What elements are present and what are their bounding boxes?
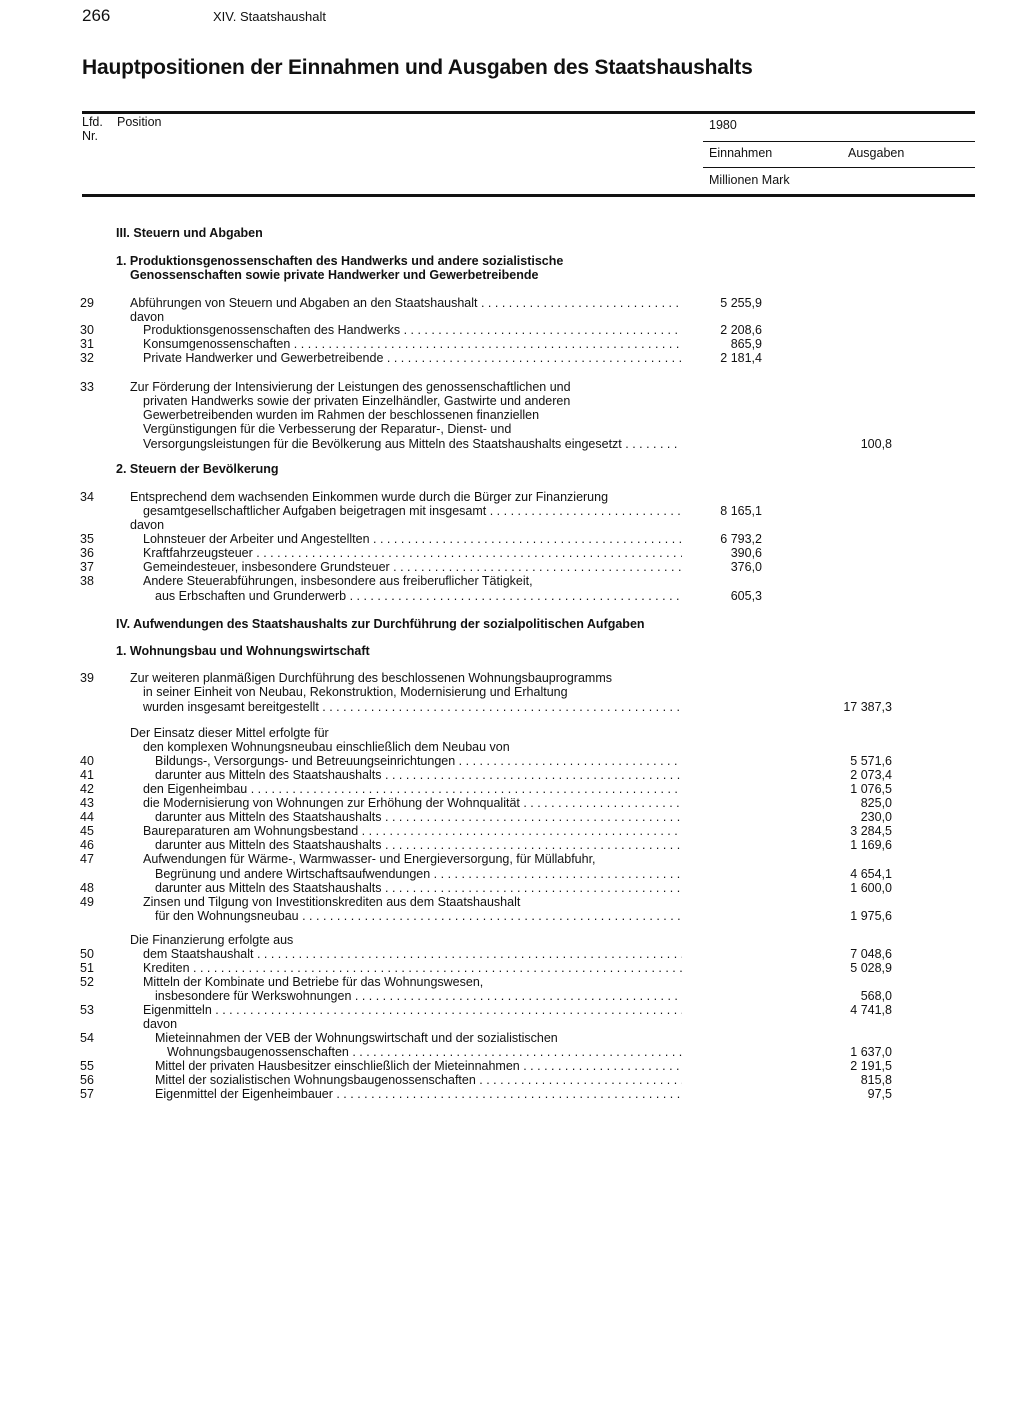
row-number: 42 <box>80 782 94 796</box>
row-ausgaben-value: 5 571,6 <box>850 754 892 768</box>
row-number: 57 <box>80 1087 94 1101</box>
subsection-heading-1-cont: Genossenschaften sowie private Handwerker und Gewerbetreibende <box>130 268 539 282</box>
section-heading-iv: IV. Aufwendungen des Staatshaushalts zur Durchführung der sozialpolitischen Aufgaben <box>116 617 645 631</box>
table-row <box>0 1073 1024 1087</box>
row-position-text: darunter aus Mitteln des Staatshaushalts . . . <box>155 838 682 852</box>
row-einnahmen-value: 865,9 <box>730 337 762 351</box>
row-position-text: Mieteinnahmen der VEB der Wohnungswirtschaft und der sozialistischen <box>155 1031 558 1045</box>
row-position-text: Kraftfahrzeugsteuer . . . <box>143 546 682 560</box>
row-ausgaben-value: 815,8 <box>860 1073 892 1087</box>
table-row <box>0 989 1024 1003</box>
table-row <box>0 1059 1024 1073</box>
section-heading-iii: III. Steuern und Abgaben <box>116 226 263 240</box>
table-row <box>0 881 1024 895</box>
table-row <box>0 337 1024 351</box>
row-number: 47 <box>80 852 94 866</box>
table-row <box>0 574 1024 588</box>
subsection-heading-iv-1: 1. Wohnungsbau und Wohnungswirtschaft <box>116 644 370 658</box>
row-position-text: Eigenmitteln . . . <box>143 1003 682 1017</box>
table-row <box>0 933 1024 947</box>
row-position-text: davon <box>143 1017 178 1031</box>
table-row <box>0 740 1024 754</box>
row-einnahmen-value: 8 165,1 <box>720 504 762 518</box>
table-row <box>0 589 1024 603</box>
row-ausgaben-value: 97,5 <box>867 1087 892 1101</box>
table-row <box>0 726 1024 740</box>
row-position-text: den komplexen Wohnungsneubau einschließlich dem Neubau von <box>143 740 510 754</box>
table-row <box>0 560 1024 574</box>
table-row <box>0 685 1024 699</box>
row-number: 32 <box>80 351 94 365</box>
table-row <box>0 947 1024 961</box>
table-row <box>0 768 1024 782</box>
table-row <box>0 1031 1024 1045</box>
running-head: XIV. Staatshaushalt <box>213 9 326 24</box>
row-einnahmen-value: 605,3 <box>730 589 762 603</box>
row-position-text: Bildungs-, Versorgungs- und Betreuungseinrichtungen . . . <box>155 754 682 768</box>
table-row <box>0 380 1024 394</box>
row-position-text: Die Finanzierung erfolgte aus <box>130 933 294 947</box>
row-position-text: Private Handwerker und Gewerbetreibende . . . <box>143 351 682 365</box>
row-number: 31 <box>80 337 94 351</box>
page-number: 266 <box>82 6 111 25</box>
row-position-text: Wohnungsbaugenossenschaften . . . <box>167 1045 682 1059</box>
row-number: 49 <box>80 895 94 909</box>
table-row <box>0 1003 1024 1017</box>
row-number: 34 <box>80 490 94 504</box>
table-row <box>0 323 1024 337</box>
header-rule-bottom <box>82 194 975 197</box>
table-row <box>0 422 1024 436</box>
table-row <box>0 546 1024 560</box>
header-rule-cols <box>703 167 975 168</box>
row-ausgaben-value: 3 284,5 <box>850 824 892 838</box>
table-row <box>0 975 1024 989</box>
header-einnahmen: Einnahmen <box>709 146 773 160</box>
row-number: 30 <box>80 323 94 337</box>
table-row <box>0 437 1024 451</box>
row-position-text: Gemeindesteuer, insbesondere Grundsteuer . . . <box>143 560 682 574</box>
row-number: 45 <box>80 824 94 838</box>
row-position-text: den Eigenheimbau . . . <box>143 782 682 796</box>
row-position-text: Krediten . . . <box>143 961 682 975</box>
row-ausgaben-value: 1 600,0 <box>850 881 892 895</box>
row-position-text: Mittel der sozialistischen Wohnungsbaugenossenschaften . . . <box>155 1073 682 1087</box>
row-ausgaben-value: 825,0 <box>860 796 892 810</box>
row-number: 46 <box>80 838 94 852</box>
row-position-text: Baureparaturen am Wohnungsbestand . . . <box>143 824 682 838</box>
row-position-text: Abführungen von Steuern und Abgaben an den Staatshaushalt . . . <box>130 296 682 310</box>
row-position-text: darunter aus Mitteln des Staatshaushalts . . . <box>155 768 682 782</box>
table-row <box>0 895 1024 909</box>
table-row <box>0 824 1024 838</box>
row-position-text: Lohnsteuer der Arbeiter und Angestellten . . . <box>143 532 682 546</box>
row-number: 51 <box>80 961 94 975</box>
header-rule-top <box>82 111 975 114</box>
row-einnahmen-value: 6 793,2 <box>720 532 762 546</box>
row-position-text: in seiner Einheit von Neubau, Rekonstruktion, Modernisierung und Erhaltung <box>143 685 568 699</box>
row-position-text: Zinsen und Tilgung von Investitionskrediten aus dem Staatshaushalt <box>143 895 521 909</box>
row-ausgaben-value: 1 076,5 <box>850 782 892 796</box>
header-lfd: Lfd. <box>82 115 103 129</box>
table-row <box>0 700 1024 714</box>
row-position-text: davon <box>130 518 165 532</box>
row-number: 55 <box>80 1059 94 1073</box>
row-position-text: Zur Förderung der Intensivierung der Leistungen des genossenschaftlichen und <box>130 380 571 394</box>
row-number: 36 <box>80 546 94 560</box>
row-number: 38 <box>80 574 94 588</box>
row-number: 53 <box>80 1003 94 1017</box>
table-row <box>0 532 1024 546</box>
row-position-text: darunter aus Mitteln des Staatshaushalts . . . <box>155 810 682 824</box>
table-row <box>0 852 1024 866</box>
row-position-text: Andere Steuerabführungen, insbesondere aus freiberuflicher Tätigkeit, <box>143 574 533 588</box>
row-number: 33 <box>80 380 94 394</box>
row-ausgaben-value: 7 048,6 <box>850 947 892 961</box>
row-position-text: Begrünung und andere Wirtschaftsaufwendungen . . . <box>155 867 682 881</box>
row-position-text: darunter aus Mitteln des Staatshaushalts . . . <box>155 881 682 895</box>
subsection-heading-2: 2. Steuern der Bevölkerung <box>116 462 279 476</box>
row-einnahmen-value: 376,0 <box>730 560 762 574</box>
table-row <box>0 782 1024 796</box>
table-row <box>0 518 1024 532</box>
header-ausgaben: Ausgaben <box>848 146 905 160</box>
row-ausgaben-value: 1 169,6 <box>850 838 892 852</box>
row-position-text: für den Wohnungsneubau . . . <box>155 909 682 923</box>
table-row <box>0 1017 1024 1031</box>
row-position-text: Der Einsatz dieser Mittel erfolgte für <box>130 726 329 740</box>
row-ausgaben-value: 2 073,4 <box>850 768 892 782</box>
row-ausgaben-value: 4 741,8 <box>850 1003 892 1017</box>
table-row <box>0 1045 1024 1059</box>
row-position-text: Mitteln der Kombinate und Betriebe für das Wohnungswesen, <box>143 975 484 989</box>
row-position-text: aus Erbschaften und Grunderwerb . . . <box>155 589 682 603</box>
row-position-text: Eigenmittel der Eigenheimbauer . . . <box>155 1087 682 1101</box>
table-row <box>0 909 1024 923</box>
row-position-text: Produktionsgenossenschaften des Handwerks . . . <box>143 323 682 337</box>
row-ausgaben-value: 1 975,6 <box>850 909 892 923</box>
row-position-text: gesamtgesellschaftlicher Aufgaben beigetragen mit insgesamt . . . <box>143 504 682 518</box>
header-position: Position <box>117 115 162 129</box>
page-title: Hauptpositionen der Einnahmen und Ausgaben des Staatshaushalts <box>82 56 753 79</box>
row-number: 40 <box>80 754 94 768</box>
table-row <box>0 867 1024 881</box>
table-row <box>0 296 1024 310</box>
row-position-text: insbesondere für Werkswohnungen . . . <box>155 989 682 1003</box>
row-ausgaben-value: 2 191,5 <box>850 1059 892 1073</box>
row-position-text: Mittel der privaten Hausbesitzer einschließlich der Mieteinnahmen . . . <box>155 1059 682 1073</box>
row-ausgaben-value: 230,0 <box>860 810 892 824</box>
row-position-text: davon <box>130 310 165 324</box>
row-number: 44 <box>80 810 94 824</box>
row-ausgaben-value: 17 387,3 <box>843 700 892 714</box>
table-row <box>0 838 1024 852</box>
subsection-heading-1: 1. Produktionsgenossenschaften des Handwerks und andere sozialistische <box>116 254 564 268</box>
row-position-text: wurden insgesamt bereitgestellt . . . <box>143 700 682 714</box>
row-position-text: Aufwendungen für Wärme-, Warmwasser- und Energieversorgung, für Müllabfuhr, <box>143 852 596 866</box>
row-number: 39 <box>80 671 94 685</box>
header-rule-year <box>703 141 975 142</box>
row-position-text: Entsprechend dem wachsenden Einkommen wurde durch die Bürger zur Finanzierung <box>130 490 609 504</box>
table-row <box>0 310 1024 324</box>
table-row <box>0 351 1024 365</box>
row-ausgaben-value: 5 028,9 <box>850 961 892 975</box>
row-position-text: Gewerbetreibenden wurden im Rahmen der beschlossenen finanziellen <box>143 408 540 422</box>
row-position-text: die Modernisierung von Wohnungen zur Erhöhung der Wohnqualität . . . <box>143 796 682 810</box>
row-einnahmen-value: 2 181,4 <box>720 351 762 365</box>
header-unit: Millionen Mark <box>709 173 790 187</box>
row-einnahmen-value: 2 208,6 <box>720 323 762 337</box>
table-row <box>0 1087 1024 1101</box>
row-number: 48 <box>80 881 94 895</box>
row-ausgaben-value: 568,0 <box>860 989 892 1003</box>
row-number: 29 <box>80 296 94 310</box>
row-position-text: privaten Handwerks sowie der privaten Einzelhändler, Gastwirte und anderen <box>143 394 571 408</box>
row-number: 56 <box>80 1073 94 1087</box>
table-row <box>0 408 1024 422</box>
table-row <box>0 671 1024 685</box>
row-ausgaben-value: 100,8 <box>860 437 892 451</box>
table-row <box>0 810 1024 824</box>
row-number: 54 <box>80 1031 94 1045</box>
table-row <box>0 961 1024 975</box>
row-number: 52 <box>80 975 94 989</box>
table-row <box>0 394 1024 408</box>
row-number: 37 <box>80 560 94 574</box>
table-row <box>0 796 1024 810</box>
row-einnahmen-value: 390,6 <box>730 546 762 560</box>
header-nr: Nr. <box>82 129 98 143</box>
row-einnahmen-value: 5 255,9 <box>720 296 762 310</box>
row-number: 41 <box>80 768 94 782</box>
table-row <box>0 490 1024 504</box>
row-ausgaben-value: 1 637,0 <box>850 1045 892 1059</box>
row-position-text: Vergünstigungen für die Verbesserung der Reparatur-, Dienst- und <box>143 422 512 436</box>
row-ausgaben-value: 4 654,1 <box>850 867 892 881</box>
row-number: 35 <box>80 532 94 546</box>
table-row <box>0 754 1024 768</box>
row-number: 50 <box>80 947 94 961</box>
header-year: 1980 <box>709 118 737 132</box>
row-position-text: Konsumgenossenschaften . . . <box>143 337 682 351</box>
row-position-text: dem Staatshaushalt . . . <box>143 947 682 961</box>
row-number: 43 <box>80 796 94 810</box>
row-position-text: Zur weiteren planmäßigen Durchführung des beschlossenen Wohnungsbauprogramms <box>130 671 612 685</box>
table-row <box>0 504 1024 518</box>
row-position-text: Versorgungsleistungen für die Bevölkerung aus Mitteln des Staatshaushalts eingesetzt . . . <box>143 437 682 451</box>
